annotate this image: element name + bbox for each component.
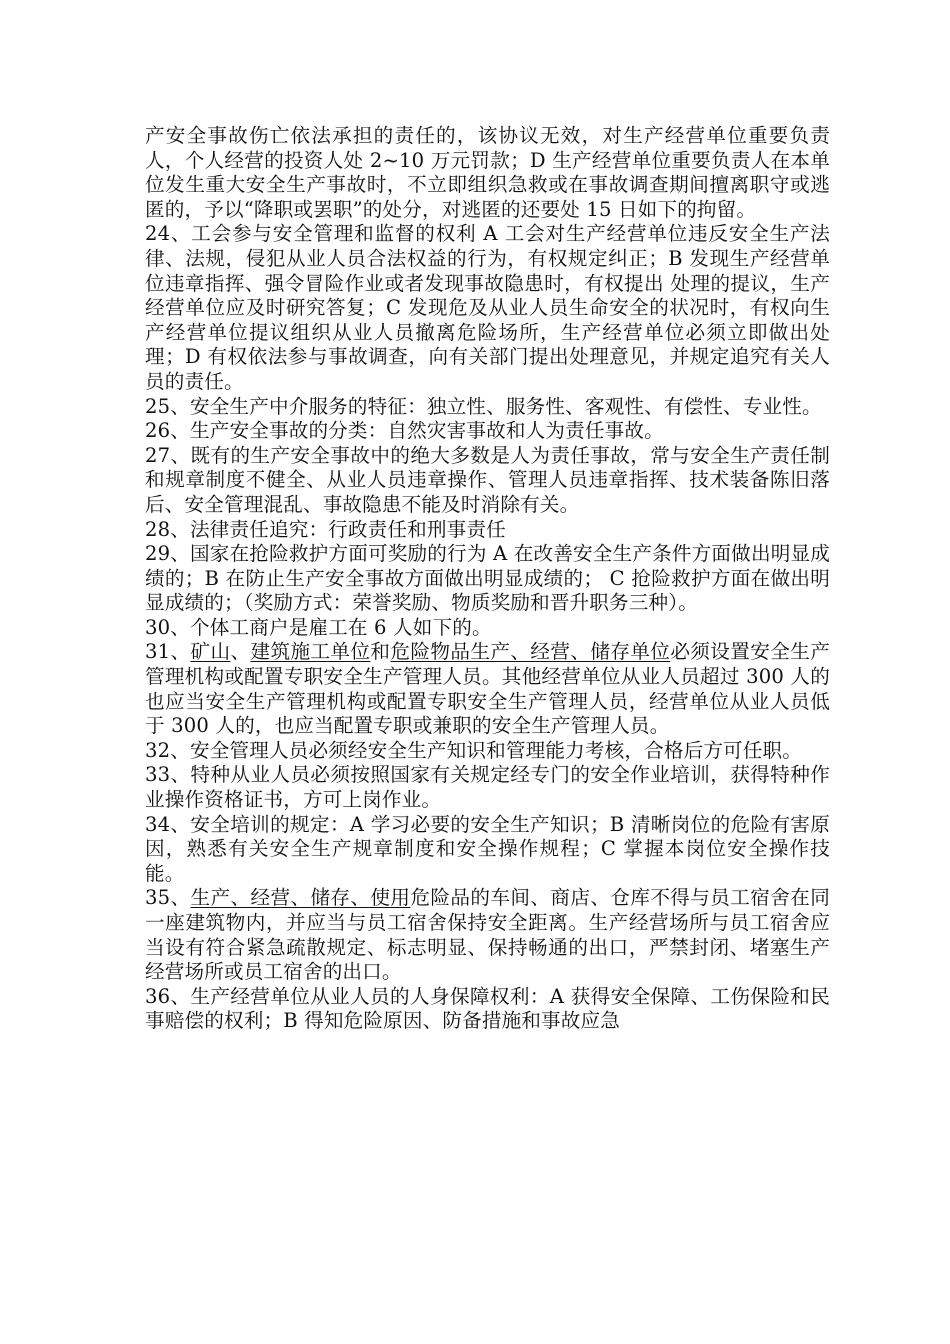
- paragraph-p34: [145, 813, 830, 887]
- paragraph-p32: [145, 739, 830, 764]
- paragraph-text: 和: [370, 640, 391, 664]
- paragraph-text: 、: [230, 640, 251, 664]
- paragraph-p33: [145, 763, 830, 812]
- paragraph-text: 产安全事故伤亡依法承担的责任的，该协议无效，对生产经营单位重要负责人，个人经营的投资人处 2~10 万元罚款；D 生产经营单位重要负责人在本单位发生重大安全生产事故时，不立即组织急救或在事故调查期间擅离职守或逃匿的，予以“降职或罢职”的处分，对逃匿的还要处 15 日如下的拘留。: [145, 124, 830, 221]
- underlined-text: 矿山: [190, 640, 231, 664]
- underlined-text: 建筑施工单位: [250, 640, 371, 664]
- paragraph-p24: [145, 222, 830, 394]
- paragraph-p28: [145, 518, 830, 543]
- paragraph-p36: [145, 985, 830, 1034]
- paragraph-text: 24、工会参与安全管理和监督的权利 A 工会对生产经营单位违反安全生产法律、法规，侵犯从业人员合法权益的行为，有权规定纠正；B 发现生产经营单位违章指挥、强令冒险作业或者发现事故隐患时，有权提出 处理的提议，生产经营单位应及时研究答复；C 发现危及从业人员生命安全的状况时，有权向生产经营单位提议组织从业人员撤离危险场所，生产经营单位必须立即做出处理；D 有权依法参与事故调查，向有关部门提出处理意见，并规定追究有关人员的责任。: [145, 222, 830, 393]
- paragraph-p31: [145, 640, 830, 738]
- paragraph-text: 34、安全培训的规定：A 学习必要的安全生产知识；B 清晰岗位的危险有害原因，熟悉有关安全生产规章制度和安全操作规程；C 掌握本岗位安全操作技能。: [145, 812, 830, 885]
- paragraph-text: 必须设置安全生产管理机构或配置专职安全生产管理人员。其他经营单位从业人员超过 300 人的也应当安全生产管理机构或配置专职安全生产管理人员，经营单位从业人员低于 300 人的，也应当配置专职或兼职的安全生产管理人员。: [145, 640, 830, 738]
- underlined-text: 危险物品生产、经营、储存单位: [390, 640, 671, 664]
- paragraph-text: 35、: [145, 886, 191, 910]
- paragraph-p30: [145, 616, 830, 641]
- paragraph-text: 25、安全生产中介服务的特征：独立性、服务性、客观性、有偿性、专业性。: [145, 394, 822, 418]
- paragraph-text: 26、生产安全事故的分类：自然灾害事故和人为责任事故。: [145, 419, 664, 443]
- paragraph-p25: [145, 395, 830, 420]
- paragraph-p26: [145, 419, 830, 444]
- paragraph-text: 30、个体工商户是雇工在 6 人如下的。: [145, 615, 492, 639]
- underlined-text: 生产、经营、储存、使用: [190, 886, 411, 910]
- paragraph-p29: [145, 542, 830, 616]
- paragraph-text: 27、既有的生产安全事故中的绝大多数是人为责任事故，常与安全生产责任制和规章制度不健全、从业人员违章操作、管理人员违章指挥、技术装备陈旧落后、安全管理混乱、事故隐患不能及时消除有关。: [145, 443, 830, 516]
- paragraph-text: 28、法律责任追究：行政责任和刑事责任: [145, 517, 506, 541]
- paragraph-text: 32、安全管理人员必须经安全生产知识和管理能力考核，合格后方可任职。: [145, 738, 803, 762]
- paragraph-text: 36、生产经营单位从业人员的人身保障权利：A 获得安全保障、工伤保险和民事赔偿的权利；B 得知危险原因、防备措施和事故应急: [145, 984, 830, 1033]
- paragraph-text: 29、国家在抢险救护方面可奖励的行为 A 在改善安全生产条件方面做出明显成绩的；B 在防止生产安全事故方面做出明显成绩的； C 抢险救护方面在做出明显成绩的；（奖励方式：荣誉奖励、物质奖励和晋升职务三种）。: [145, 542, 830, 615]
- paragraph-text: 33、特种从业人员必须按照国家有关规定经专门的安全作业培训，获得特种作业操作资格证书，方可上岗作业。: [145, 763, 830, 812]
- paragraph-text: 危险品的车间、商店、仓库不得与员工宿舍在同一座建筑物内，并应当与员工宿舍保持安全距离。生产经营场所与员工宿舍应当设有符合紧急疏散规定、标志明显、保持畅通的出口，严禁封闭、堵塞生产经营场所或员工宿舍的出口。: [145, 886, 830, 984]
- paragraph-p35: [145, 886, 830, 984]
- document-body: [145, 124, 830, 1034]
- paragraph-p23-cont: [145, 124, 830, 222]
- paragraph-text: 31、: [145, 640, 191, 664]
- paragraph-p27: [145, 444, 830, 518]
